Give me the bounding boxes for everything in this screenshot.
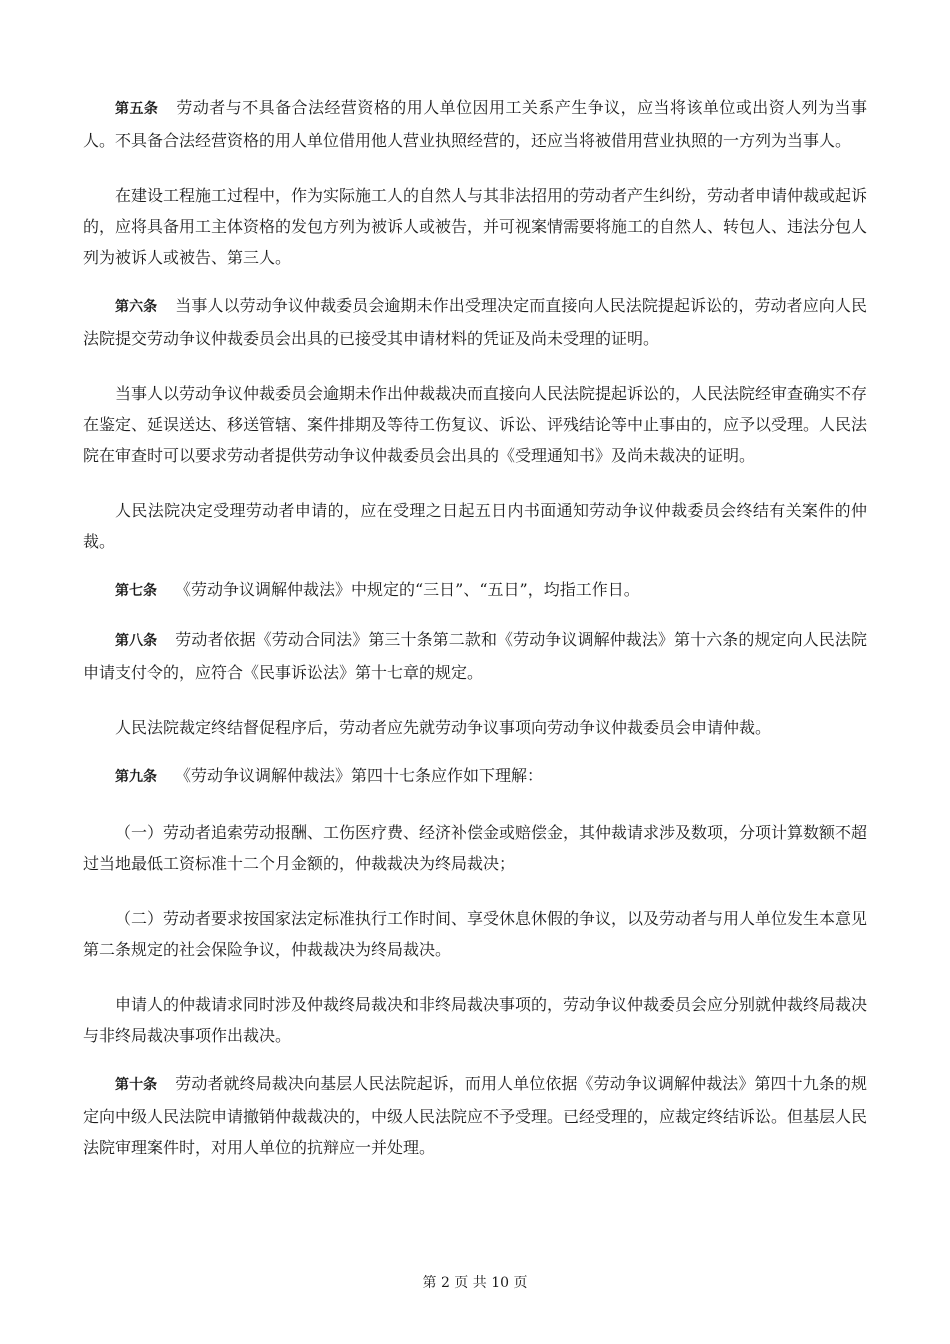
article-text: 劳动者与不具备合法经营资格的用人单位因用工关系产生争议，应当将该单位或出资人列为当事人。不具备合法经营资格的用人单位借用他人营业执照经营的，还应当将被借用营业执照的一方列为当事人。 (83, 98, 867, 150)
article-10-para (83, 1068, 867, 1163)
article-6-sub-para-2 (83, 495, 867, 557)
article-label: 第八条 (115, 633, 158, 649)
article-6-para (83, 290, 867, 354)
article-text: 当事人以劳动争议仲裁委员会逾期未作出仲裁裁决而直接向人民法院提起诉讼的，人民法院经审查确实不存在鉴定、延误送达、移送管辖、案件排期及等待工伤复议、诉讼、评残结论等中止事由的，应予以受理。人民法院在审查时可以要求劳动者提供劳动争议仲裁委员会出具的《受理通知书》及尚未裁决的证明。 (83, 384, 868, 465)
article-label: 第六条 (115, 299, 158, 315)
article-text: 当事人以劳动争议仲裁委员会逾期未作出受理决定而直接向人民法院提起诉讼的，劳动者应向人民法院提交劳动争议仲裁委员会出具的已接受其申请材料的凭证及尚未受理的证明。 (83, 296, 867, 348)
article-text: 申请人的仲裁请求同时涉及仲裁终局裁决和非终局裁决事项的，劳动争议仲裁委员会应分别就仲裁终局裁决与非终局裁决事项作出裁决。 (83, 995, 868, 1045)
article-8-para (83, 624, 867, 688)
document-page (83, 92, 867, 1163)
article-text: 在建设工程施工过程中，作为实际施工人的自然人与其非法招用的劳动者产生纠纷，劳动者申请仲裁或起诉的，应将具备用工主体资格的发包方列为被诉人或被告，并可视案情需要将施工的自然人、转包人、违法分包人列为被诉人或被告、第三人。 (83, 186, 868, 267)
page-number-footer: 第 2 页 共 10 页 (422, 1275, 528, 1291)
article-6-sub-para-1 (83, 378, 867, 471)
article-text: （一）劳动者追索劳动报酬、工伤医疗费、经济补偿金或赔偿金，其仲裁请求涉及数项，分项计算数额不超过当地最低工资标准十二个月金额的，仲裁裁决为终局裁决； (83, 823, 868, 873)
article-7-para (83, 574, 867, 607)
article-9-sub-para (83, 989, 867, 1051)
article-text: 《劳动争议调解仲裁法》第四十七条应作如下理解： (175, 766, 544, 785)
article-text: （二）劳动者要求按国家法定标准执行工作时间、享受休息休假的争议，以及劳动者与用人单位发生本意见第二条规定的社会保险争议，仲裁裁决为终局裁决。 (83, 909, 868, 959)
article-9-para (83, 760, 867, 793)
article-text: 人民法院裁定终结督促程序后，劳动者应先就劳动争议事项向劳动争议仲裁委员会申请仲裁。 (115, 718, 772, 737)
article-text: 劳动者依据《劳动合同法》第三十条第二款和《劳动争议调解仲裁法》第十六条的规定向人民法院申请支付令的，应符合《民事诉讼法》第十七章的规定。 (83, 630, 867, 682)
article-5-para (83, 92, 867, 156)
article-label: 第十条 (115, 1077, 158, 1093)
article-9-item-2 (83, 903, 867, 965)
article-9-item-1 (83, 817, 867, 879)
article-label: 第五条 (115, 101, 159, 117)
article-8-sub-para (83, 712, 867, 743)
article-text: 人民法院决定受理劳动者申请的，应在受理之日起五日内书面通知劳动争议仲裁委员会终结有关案件的仲裁。 (83, 501, 867, 551)
article-text: 《劳动争议调解仲裁法》中规定的“三日”、“五日”，均指工作日。 (175, 580, 640, 599)
article-label: 第七条 (115, 583, 157, 599)
article-text: 劳动者就终局裁决向基层人民法院起诉，而用人单位依据《劳动争议调解仲裁法》第四十九条的规定向中级人民法院申请撤销仲裁裁决的，中级人民法院应不予受理。已经受理的，应裁定终结诉讼。但基层人民法院审理案件时，对用人单位的抗辩应一并处理。 (83, 1074, 868, 1157)
article-label: 第九条 (115, 769, 157, 785)
article-5-sub-para (83, 180, 867, 273)
